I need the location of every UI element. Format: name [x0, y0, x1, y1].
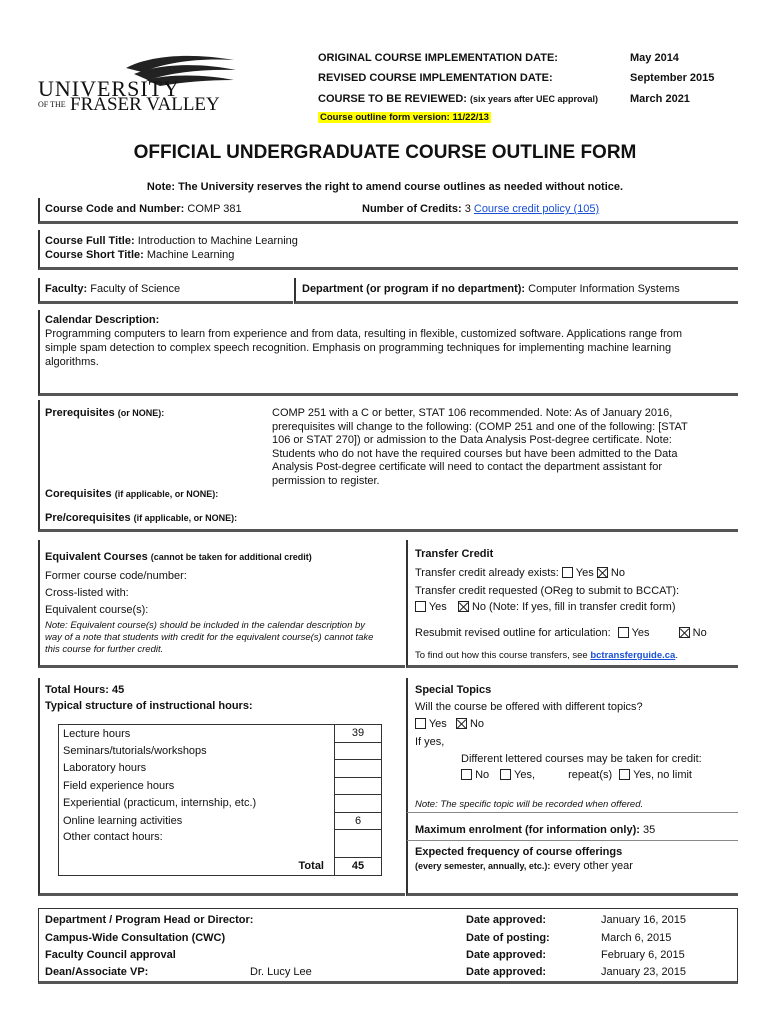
table-row	[59, 760, 382, 778]
lettered-yes-checkbox[interactable]	[500, 769, 511, 780]
special-note: Note: The specific topic will be recorded when offered.	[415, 799, 644, 810]
prereq-text	[272, 407, 688, 489]
amend-note: Note: The University reserves the right to amend course outlines as needed without notice.	[146, 181, 624, 193]
special-divider	[407, 812, 738, 813]
table-row	[59, 830, 382, 858]
frequency-label: Expected frequency of course offerings	[415, 846, 623, 858]
hours-total-value: 45	[335, 858, 382, 876]
frequency: (every semester, annually, etc.): every other year	[415, 860, 633, 872]
logo-line1: UNIVERSITY	[38, 76, 180, 101]
transfer-requested-yes-checkbox[interactable]	[415, 601, 426, 612]
table-row	[59, 858, 382, 876]
hours-row-value[interactable]	[335, 830, 382, 858]
short-title: Course Short Title: Machine Learning	[45, 249, 235, 261]
transfer-requested: Transfer credit requested (OReg to submit to BCCAT):	[415, 585, 680, 597]
transfer-exists-no-checkbox[interactable]	[597, 567, 608, 578]
total-hours: Total Hours: 45	[45, 684, 125, 696]
transfer-find: To find out how this course transfers, see bctransferguide.ca.	[415, 650, 678, 661]
former-code: Former course code/number:	[45, 570, 187, 582]
lettered-no-checkbox[interactable]	[461, 769, 472, 780]
university-logo	[38, 50, 238, 120]
transfer-exists: Transfer credit already exists: Yes No	[415, 567, 625, 579]
prereq-line: 106 or STAT 270]) or admission to the Data Analysis Post-degree certificate. Note:	[272, 434, 672, 447]
department: Department (or program if no department): Computer Information Systems	[302, 283, 680, 295]
logo-line2: FRASER VALLEY	[70, 94, 220, 115]
hours-row-label: Lecture hours	[59, 725, 335, 743]
hours-row-value[interactable]	[335, 760, 382, 778]
table-row	[59, 795, 382, 813]
approval-label: Campus-Wide Consultation (CWC)	[45, 932, 226, 944]
approval-date: January 16, 2015	[601, 914, 687, 926]
resubmit-no-checkbox[interactable]	[679, 627, 690, 638]
review-date-label: COURSE TO BE REVIEWED: (six years after UEC approval)	[318, 93, 599, 105]
prereq-line: prerequisites will change to the following: (COMP 251 and one of the following: [STAT	[272, 420, 688, 433]
hours-row-label: Seminars/tutorials/workshops	[59, 742, 335, 760]
equivalent-note: Note: Equivalent course(s) should be included in the calendar description by way of a note that students with credit for the equivalent course(s) cannot take this course for further credit.	[45, 620, 374, 655]
precoreq-label: Pre/corequisites (if applicable, or NONE):	[45, 512, 238, 524]
special-lettered: Different lettered courses may be taken for credit:	[461, 753, 702, 765]
revised-date-label: REVISED COURSE IMPLEMENTATION DATE:	[318, 72, 553, 84]
special-ifyes: If yes,	[415, 736, 445, 748]
approval-date: February 6, 2015	[601, 949, 685, 961]
approval-label: Dean/Associate VP:	[45, 966, 149, 978]
credits: Number of Credits: 3 Course credit policy (105)	[362, 203, 600, 215]
equivalent-label: Equivalent Courses (cannot be taken for additional credit)	[45, 551, 312, 563]
hours-row-value[interactable]	[335, 795, 382, 813]
revised-date-value: September 2015	[630, 72, 715, 84]
special-lettered-options: No Yes, repeat(s) Yes, no limit	[461, 769, 692, 781]
approval-date-label: Date of posting:	[466, 932, 550, 944]
cross-listed: Cross-listed with:	[45, 587, 129, 599]
transfer-requested-no-checkbox[interactable]	[458, 601, 469, 612]
course-code: Course Code and Number: COMP 381	[45, 203, 242, 215]
approval-date-label: Date approved:	[466, 949, 547, 961]
prereq-line: permission to register.	[272, 474, 380, 487]
transfer-label: Transfer Credit	[415, 548, 494, 560]
hours-row-value[interactable]: 6	[335, 812, 382, 830]
hours-structure-label: Typical structure of instructional hours:	[45, 700, 253, 712]
transfer-exists-yes-checkbox[interactable]	[562, 567, 573, 578]
credit-policy-link[interactable]: Course credit policy (105)	[473, 203, 600, 215]
prereq-line: COMP 251 with a C or better, STAT 106 recommended. Note: As of January 2016,	[272, 407, 673, 419]
lettered-nolimit-checkbox[interactable]	[619, 769, 630, 780]
table-row	[59, 725, 382, 743]
resubmit: Resubmit revised outline for articulation: Yes No	[415, 627, 707, 639]
special-yes-checkbox[interactable]	[415, 718, 426, 729]
enrol-divider	[407, 840, 738, 841]
approval-date: March 6, 2015	[601, 932, 672, 944]
special-label: Special Topics	[415, 684, 492, 696]
calendar-line2: simple spam detection to complex speech recognition. Emphasis on programming techniques for implementing machine learning	[45, 342, 672, 354]
calendar-line3: algorithms.	[45, 356, 99, 368]
table-row	[59, 777, 382, 795]
approval-date: January 23, 2015	[601, 966, 687, 978]
hours-row-value[interactable]: 39	[335, 725, 382, 743]
form-version: Course outline form version: 11/22/13	[320, 112, 489, 123]
resubmit-yes-checkbox[interactable]	[618, 627, 629, 638]
special-options: Yes No	[415, 718, 484, 730]
orig-date-label: ORIGINAL COURSE IMPLEMENTATION DATE:	[318, 52, 558, 64]
hours-row-label: Experiential (practicum, internship, etc.)	[59, 795, 335, 813]
review-date-value: March 2021	[630, 93, 690, 105]
dean-name: Dr. Lucy Lee	[250, 966, 312, 978]
prereq-line: Students who do not have the required courses but have been admitted to the Data	[272, 447, 678, 460]
full-title: Course Full Title: Introduction to Machine Learning	[45, 235, 298, 247]
coreq-label: Corequisites (if applicable, or NONE):	[45, 488, 219, 500]
equivalent-courses: Equivalent course(s):	[45, 604, 149, 616]
approval-date-label: Date approved:	[466, 914, 547, 926]
faculty: Faculty: Faculty of Science	[45, 283, 181, 295]
logo-ofthe: OF THE	[38, 100, 66, 109]
hours-table	[58, 724, 382, 876]
prereq-label: Prerequisites (or NONE):	[45, 407, 165, 419]
table-row	[59, 812, 382, 830]
transfer-requested-options: Yes No (Note: If yes, fill in transfer credit form)	[415, 601, 676, 613]
page-title: OFFICIAL UNDERGRADUATE COURSE OUTLINE FORM	[133, 142, 637, 163]
max-enrolment: Maximum enrolment (for information only): 35	[415, 824, 656, 836]
bctransferguide-link[interactable]: bctransferguide.ca	[590, 650, 676, 661]
approval-label: Faculty Council approval	[45, 949, 176, 961]
hours-row-label: Laboratory hours	[59, 760, 335, 778]
hours-row-value[interactable]	[335, 742, 382, 760]
calendar-line1: Programming computers to learn from experience and from data, resulting in flexible, customized software. Applications range from	[45, 328, 683, 340]
approval-date-label: Date approved:	[466, 966, 547, 978]
hours-row-label: Online learning activities	[59, 812, 335, 830]
prereq-line: Analysis Post-degree certificate will need to contact the department assistant for	[272, 461, 663, 474]
hours-row-value[interactable]	[335, 777, 382, 795]
hours-row-label: Field experience hours	[59, 777, 335, 795]
calendar-label: Calendar Description:	[45, 314, 160, 326]
table-row	[59, 742, 382, 760]
hours-total-label: Total	[59, 858, 335, 876]
special-question: Will the course be offered with different topics?	[415, 701, 643, 713]
orig-date-value: May 2014	[630, 52, 679, 64]
special-no-checkbox[interactable]	[456, 718, 467, 729]
approval-label: Department / Program Head or Director:	[45, 914, 254, 926]
hours-row-label: Other contact hours:	[59, 830, 335, 858]
